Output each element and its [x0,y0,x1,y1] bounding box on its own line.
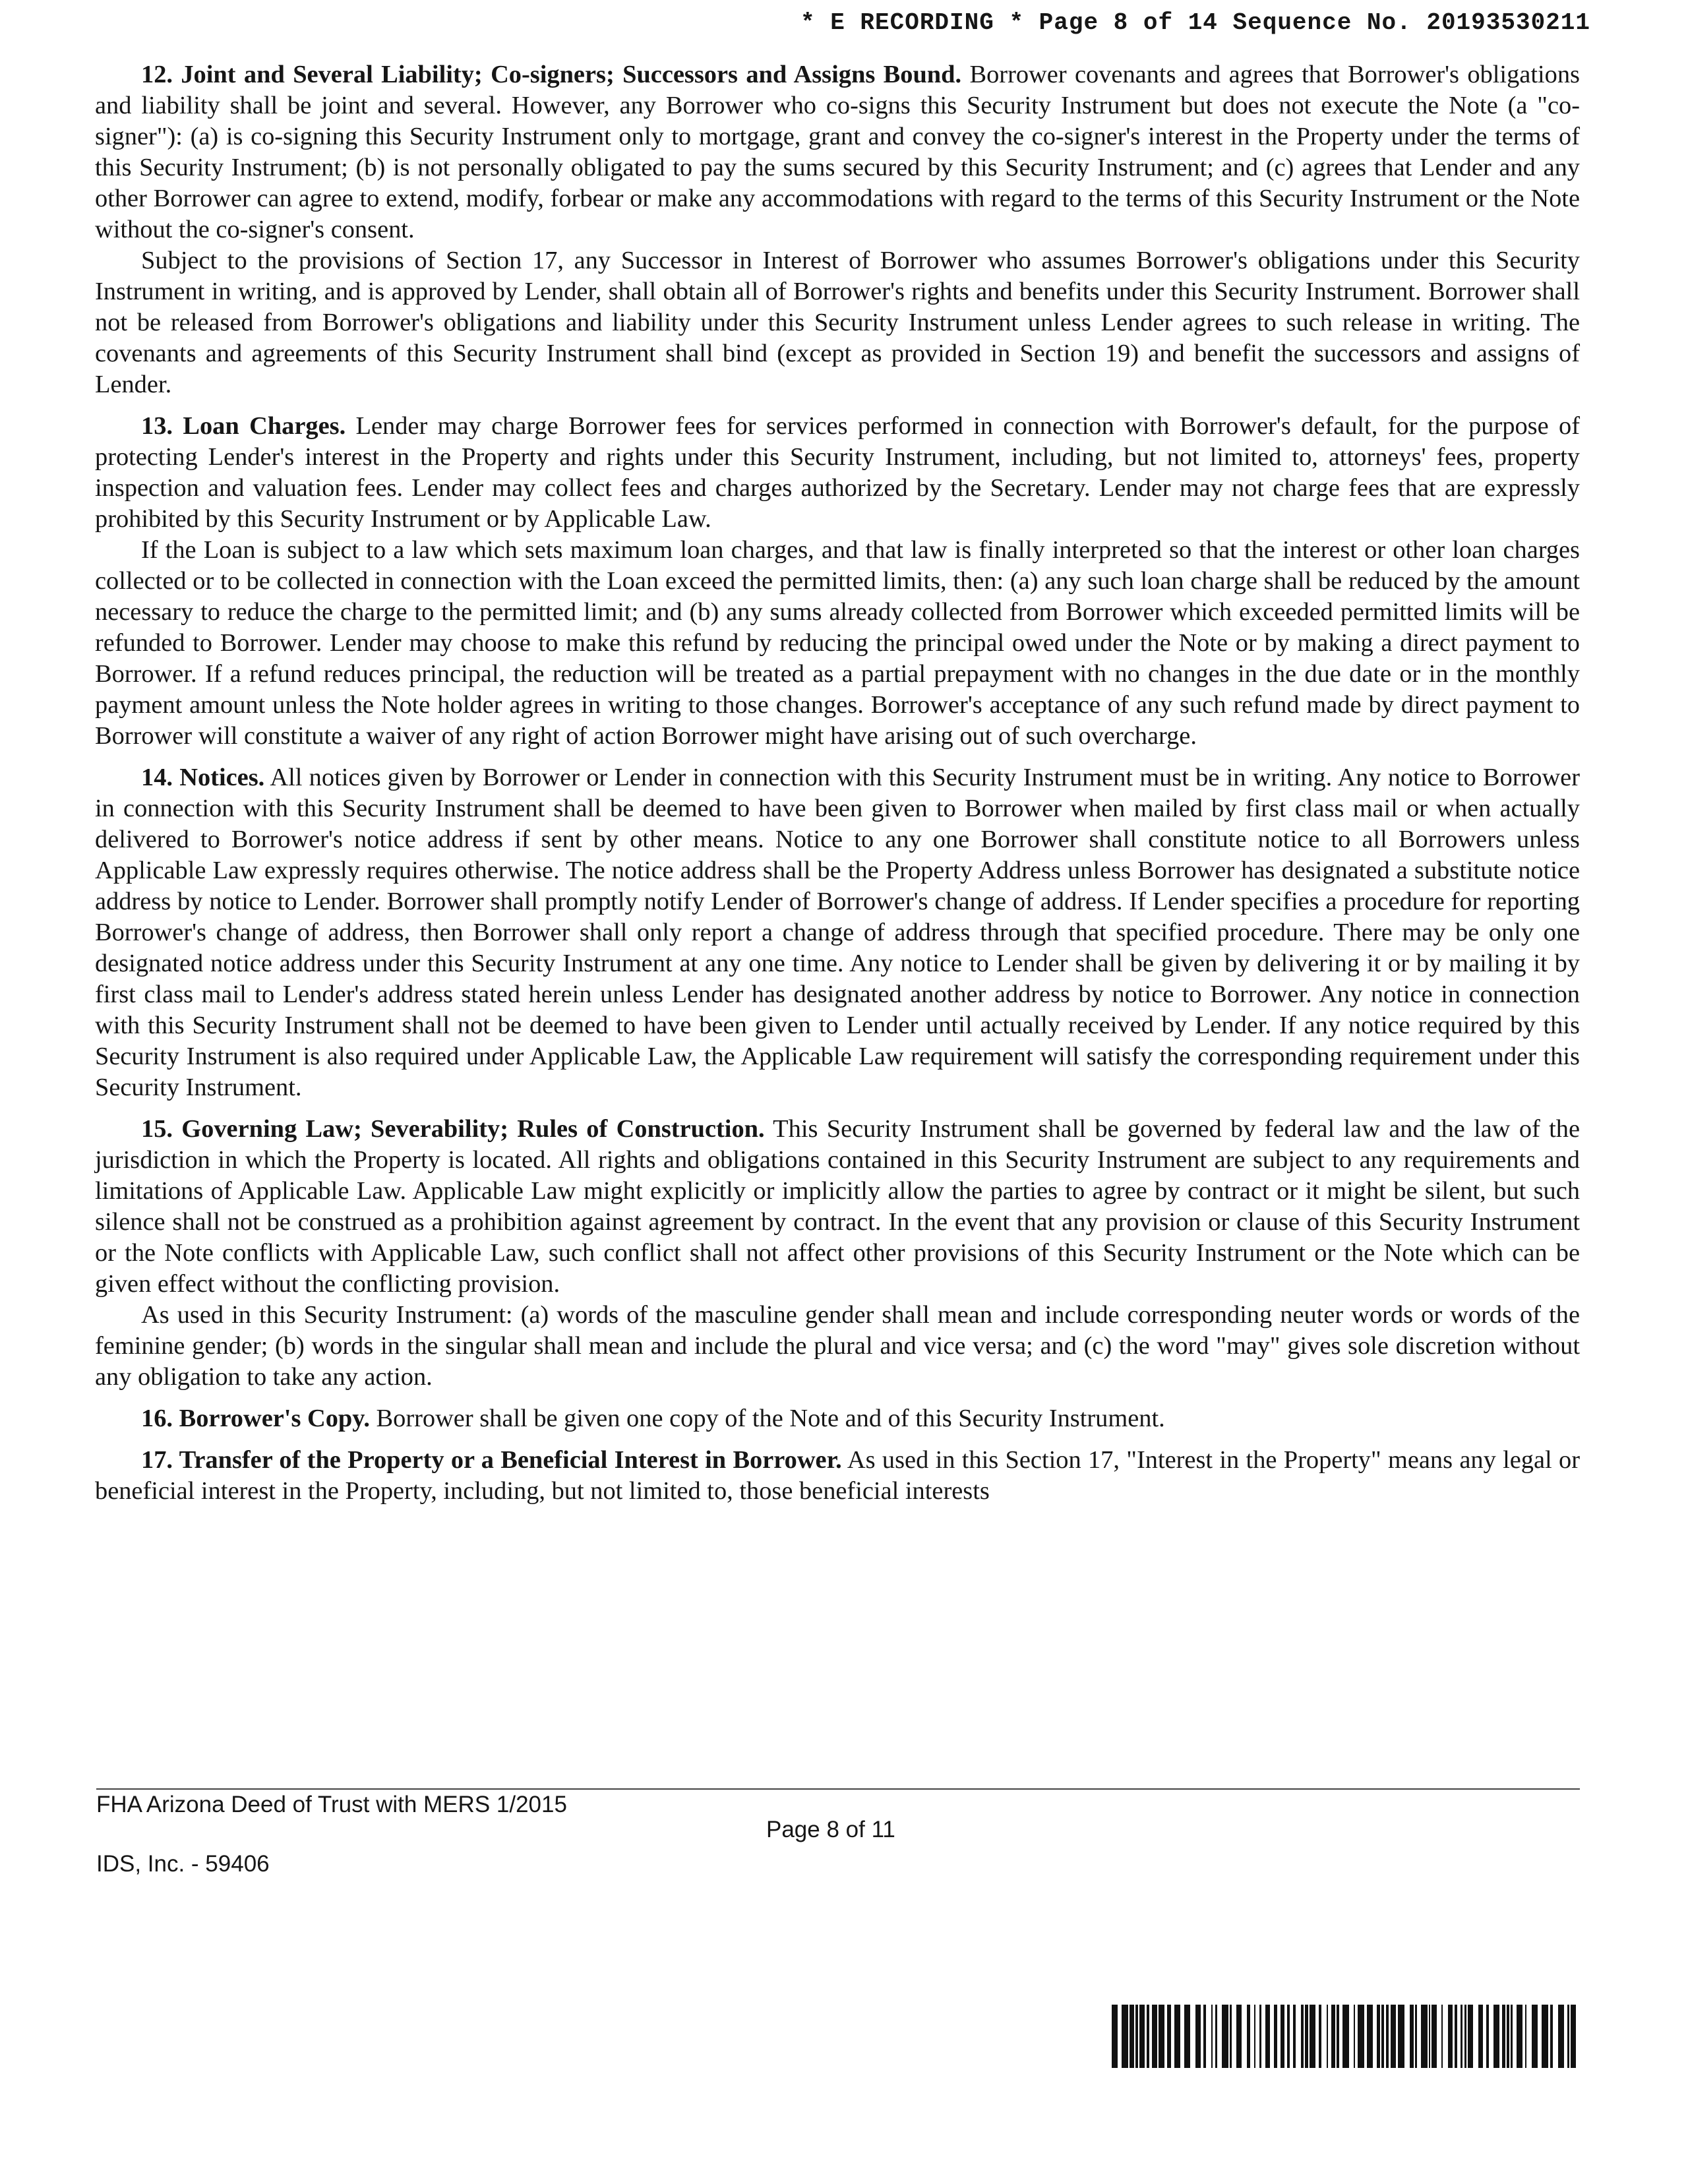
footer-divider [96,1788,1580,1790]
footer-page-number: Page 8 of 11 [766,1817,895,1842]
section-text: Lender may charge Borrower fees for services performed in connection with Borrower's default, for the purpose of protecting Lender's interest in the Property and rights under this Security Instrument, including, but not limited to, attorneys' fees, property inspection and valuation fees. Lender may collect fees and charges authorized by the Secretary. Lender may not charge fees that are expressly prohibited by this Security Instrument or by Applicable Law. [95,412,1580,533]
section-heading: 17. Transfer of the Property or a Beneficial Interest in Borrower. [141,1446,842,1474]
section-text: All notices given by Borrower or Lender in connection with this Security Instrument must be in writing. Any notice to Borrower in connection with this Security Instrument shall be deemed to have been given to Borrower when mailed by first class mail or when actually delivered to Borrower's notice address if sent by other means. Notice to any one Borrower shall constitute notice to all Borrowers unless Applicable Law expressly requires otherwise. The notice address shall be the Property Address unless Borrower has designated a substitute notice address by notice to Lender. Borrower shall promptly notify Lender of Borrower's change of address. If Lender specifies a procedure for reporting Borrower's change of address, then Borrower shall only report a change of address through that specified procedure. There may be only one designated notice address under this Security Instrument at any one time. Any notice to Lender shall be given by delivering it or by mailing it by first class mail to Lender's address stated herein unless Lender has designated another address by notice to Borrower. Any notice in connection with this Security Instrument shall not be deemed to have been given to Lender until actually received by Lender. If any notice required by this Security Instrument is also required under Applicable Law, the Applicable Law requirement will satisfy the corresponding requirement under this Security Instrument. [95,764,1581,1101]
section-paragraph: If the Loan is subject to a law which sets maximum loan charges, and that law is finally interpreted so that the interest or other loan charges collected or to be collected in connection with the Loan exceed the permitted limits, then: (a) any such loan charge shall be reduced by the amount necessary to reduce the charge to the permitted limit; and (b) any sums already collected from Borrower which exceeded permitted limits will be refunded to Borrower. Lender may choose to make this refund by reducing the principal owed under the Note or by making a direct payment to Borrower. If a refund reduces principal, the reduction will be treated as a partial prepayment with no changes in the due date or in the monthly payment amount unless the Note holder agrees in writing to those changes. Borrower's acceptance of any such refund made by direct payment to Borrower will constitute a waiver of any right of action Borrower might have arising out of such overcharge. [95,536,1580,750]
section-13 [95,411,1580,752]
section-heading: 16. Borrower's Copy. [141,1405,370,1432]
section-15 [95,1114,1580,1393]
section-paragraph [95,1445,1580,1507]
section-12 [95,59,1580,400]
footer-vendor-id: IDS, Inc. - 59406 [96,1851,270,1877]
section-text: Borrower shall be given one copy of the Note and of this Security Instrument. [369,1405,1165,1432]
section-paragraph [95,1114,1580,1300]
section-14 [95,762,1580,1103]
section-heading: 12. Joint and Several Liability; Co-signers; Successors and Assigns Bound. [141,61,962,88]
section-paragraph: As used in this Security Instrument: (a) words of the masculine gender shall mean and include corresponding neuter words or words of the feminine gender; (b) words in the singular shall mean and include the plural and vice versa; and (c) the word "may" gives sole discretion without any obligation to take any action. [95,1301,1580,1391]
section-paragraph [95,762,1580,1103]
section-paragraph [95,1403,1580,1434]
section-17 [95,1445,1580,1507]
recording-header: * E RECORDING * Page 8 of 14 Sequence No. 20193530211 [800,9,1590,36]
section-paragraph [95,411,1580,535]
section-text: As used in this Section 17, "Interest in the Property" means any legal or beneficial interest in the Property, including, but not limited to, those beneficial interests [95,1446,1580,1505]
section-heading: 15. Governing Law; Severability; Rules of Construction. [141,1115,765,1143]
barcode-icon [1112,2005,1580,2068]
section-16 [95,1403,1580,1434]
section-heading: 13. Loan Charges. [141,412,346,440]
document-body [95,59,1580,1517]
footer-form-name: FHA Arizona Deed of Trust with MERS 1/2015 [96,1792,567,1817]
section-text: Borrower covenants and agrees that Borrower's obligations and liability shall be joint and several. However, any Borrower who co-signs this Security Instrument but does not execute the Note (a "co-signer"): (a) is co-signing this Security Instrument only to mortgage, grant and convey the co-signer's interest in the Property under the terms of this Security Instrument; (b) is not personally obligated to pay the sums secured by this Security Instrument; and (c) agrees that Lender and any other Borrower can agree to extend, modify, forbear or make any accommodations with regard to the terms of this Security Instrument or the Note without the co-signer's consent. [95,61,1580,243]
section-text: This Security Instrument shall be governed by federal law and the law of the jurisdiction in which the Property is located. All rights and obligations contained in this Security Instrument are subject to any requirements and limitations of Applicable Law. Applicable Law might explicitly or implicitly allow the parties to agree by contract or it might be silent, but such silence shall not be construed as a prohibition against agreement by contract. In the event that any provision or clause of this Security Instrument or the Note conflicts with Applicable Law, such conflict shall not affect other provisions of this Security Instrument or the Note which can be given effect without the conflicting provision. [95,1115,1580,1298]
section-heading: 14. Notices. [141,764,265,791]
section-paragraph: Subject to the provisions of Section 17, any Successor in Interest of Borrower who assumes Borrower's obligations under this Security Instrument in writing, and is approved by Lender, shall obtain all of Borrower's rights and benefits under this Security Instrument. Borrower shall not be released from Borrower's obligations and liability under this Security Instrument unless Lender agrees to such release in writing. The covenants and agreements of this Security Instrument shall bind (except as provided in Section 19) and benefit the successors and assigns of Lender. [95,247,1580,398]
section-paragraph [95,59,1580,245]
